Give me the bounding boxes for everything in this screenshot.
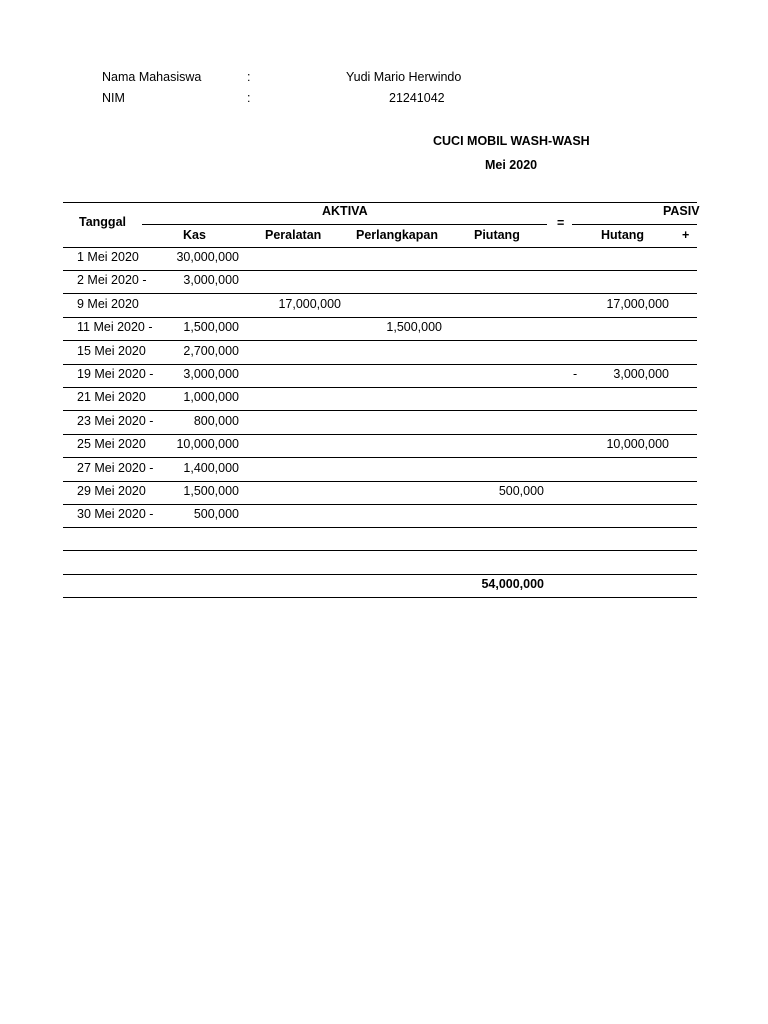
perlengkapan-header: Perlangkapan <box>356 228 438 242</box>
row-divider <box>63 597 697 598</box>
document-period: Mei 2020 <box>485 158 538 172</box>
perlengkapan-cell: 1,500,000 <box>386 320 442 335</box>
row-divider <box>63 504 697 505</box>
kas-cell: 1,400,000 <box>183 460 239 475</box>
hutang-cell: 10,000,000 <box>606 437 669 452</box>
table-top-border <box>63 202 697 203</box>
peralatan-header: Peralatan <box>265 228 322 242</box>
kas-cell: 500,000 <box>193 507 239 522</box>
row-divider <box>63 457 697 458</box>
row-divider <box>63 364 697 365</box>
tanggal-cell: 25 Mei 2020 <box>77 437 146 452</box>
kas-cell: 30,000,000 <box>176 250 239 264</box>
kas-cell: 1,500,000 <box>183 320 239 335</box>
pasiva-header: PASIV <box>663 204 700 218</box>
pasiva-underline <box>572 224 697 225</box>
row-divider <box>63 317 697 318</box>
kas-cell: 1,500,000 <box>183 484 239 498</box>
kas-cell: 3,000,000 <box>183 273 239 288</box>
row-divider <box>63 293 697 294</box>
row-divider <box>63 410 697 411</box>
piutang-header: Piutang <box>474 228 520 242</box>
row-divider <box>63 550 697 551</box>
hutang-header: Hutang <box>601 228 645 242</box>
nim-value: 21241042 <box>389 91 445 105</box>
row-divider <box>63 574 697 575</box>
tanggal-cell: 27 Mei 2020 - <box>77 460 154 475</box>
piutang-cell: 500,000 <box>498 484 544 498</box>
aktiva-underline <box>142 224 547 225</box>
kas-cell: 2,700,000 <box>183 343 239 358</box>
name-value: Yudi Mario Herwindo <box>346 70 462 84</box>
tanggal-cell: 9 Mei 2020 <box>77 296 139 311</box>
name-label: Nama Mahasiswa <box>102 70 202 84</box>
plus-header: + <box>682 228 690 242</box>
tanggal-cell: 19 Mei 2020 - <box>77 367 154 381</box>
hutang-cell: 3,000,000 <box>613 367 669 381</box>
tanggal-cell: 29 Mei 2020 <box>77 484 146 498</box>
document-title: CUCI MOBIL WASH-WASH <box>433 134 590 148</box>
kas-cell: 10,000,000 <box>176 437 239 452</box>
kas-cell: 1,000,000 <box>183 390 239 405</box>
row-divider <box>63 387 697 388</box>
header-bottom-border <box>63 247 697 248</box>
kas-header: Kas <box>183 228 206 242</box>
nim-colon: : <box>247 91 251 105</box>
hutang-cell: 17,000,000 <box>606 296 669 311</box>
tanggal-cell: 23 Mei 2020 - <box>77 413 154 428</box>
tanggal-header: Tanggal <box>79 215 126 229</box>
name-colon: : <box>247 70 251 84</box>
equals-sign: = <box>557 216 565 230</box>
peralatan-cell: 17,000,000 <box>278 296 341 311</box>
aktiva-header: AKTIVA <box>322 204 368 218</box>
tanggal-cell: 21 Mei 2020 <box>77 390 146 405</box>
nim-label: NIM <box>102 91 125 105</box>
row-divider <box>63 527 697 528</box>
row-divider <box>63 481 697 482</box>
tanggal-cell: 11 Mei 2020 - <box>77 320 153 335</box>
total-value: 54,000,000 <box>481 577 544 591</box>
tanggal-cell: 15 Mei 2020 <box>77 343 146 358</box>
hutang-sign-cell: - <box>573 367 578 381</box>
row-divider <box>63 434 697 435</box>
kas-cell: 800,000 <box>193 413 239 428</box>
tanggal-cell: 1 Mei 2020 <box>77 250 139 264</box>
tanggal-cell: 30 Mei 2020 - <box>77 507 154 522</box>
kas-cell: 3,000,000 <box>183 367 239 381</box>
tanggal-cell: 2 Mei 2020 - <box>77 273 147 288</box>
row-divider <box>63 270 697 271</box>
row-divider <box>63 340 697 341</box>
